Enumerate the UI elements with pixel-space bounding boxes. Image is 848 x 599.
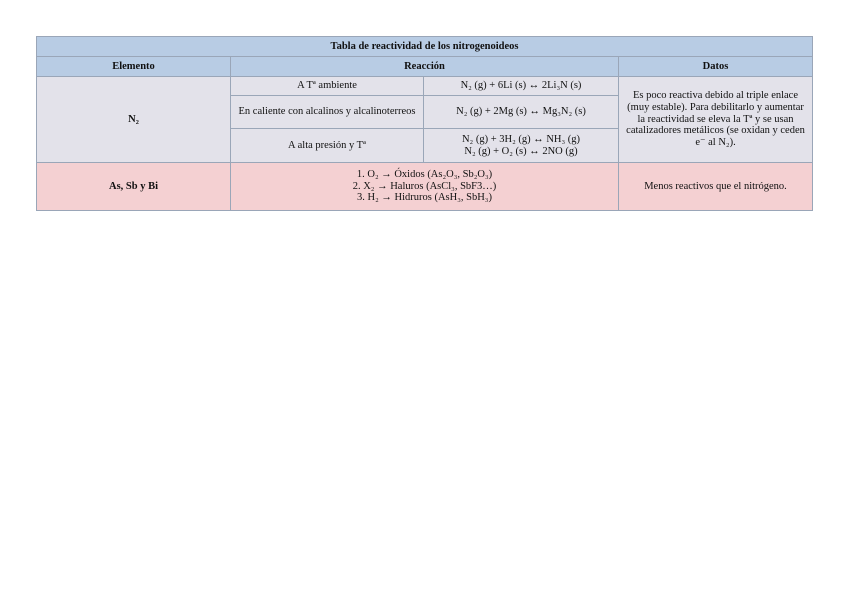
condition-cell: A Tª ambiente — [231, 77, 424, 96]
list-item: 1. O₂ → Óxidos (As₂O₃, Sb₂O₃) — [356, 168, 493, 180]
header-reaccion: Reacción — [231, 57, 619, 77]
condition-cell: A alta presión y Tª — [231, 129, 424, 163]
table-row — [37, 163, 813, 211]
table-row — [37, 77, 813, 96]
reaction-cell: N₂ (g) + 6Li (s) ↔ 2Li₃N (s) — [424, 77, 619, 96]
reaction-list — [231, 163, 619, 211]
list-item: 2. X₂ → Haluros (AsCl₃, SbF3…) — [352, 180, 497, 192]
reaction-cell: N₂ (g) + 2Mg (s) ↔ Mg₃N₂ (s) — [424, 96, 619, 129]
header-datos: Datos — [619, 57, 813, 77]
datos-as-sb-bi: Menos reactivos que el nitrógeno. — [619, 163, 813, 211]
reaction-line: N₂ (g) + O₂ (s) ↔ 2NO (g) — [464, 145, 578, 157]
element-as-sb-bi: As, Sb y Bi — [37, 163, 231, 211]
condition-cell: En caliente con alcalinos y alcalinoterreos — [231, 96, 424, 129]
reactivity-table — [36, 36, 813, 211]
header-elemento: Elemento — [37, 57, 231, 77]
table-title: Tabla de reactividad de los nitrogenoideos — [37, 37, 813, 57]
list-item: 3. H₂ → Hidruros (AsH₃, SbH₃) — [357, 192, 492, 204]
reaction-line: N₂ (g) + 3H₂ (g) ↔ NH₃ (g) — [461, 133, 581, 145]
datos-n2 — [619, 77, 813, 163]
element-n2: N₂ — [37, 77, 231, 163]
reaction-cell — [424, 129, 619, 163]
datos-n2-text: Es poco reactiva debido al triple enlace (muy estable). Para debilitarlo y aumentar la reactividad se eleva la Tª y se usan catalizadores metálicos (se oxidan y ceden e⁻ al N₂). — [626, 90, 805, 149]
